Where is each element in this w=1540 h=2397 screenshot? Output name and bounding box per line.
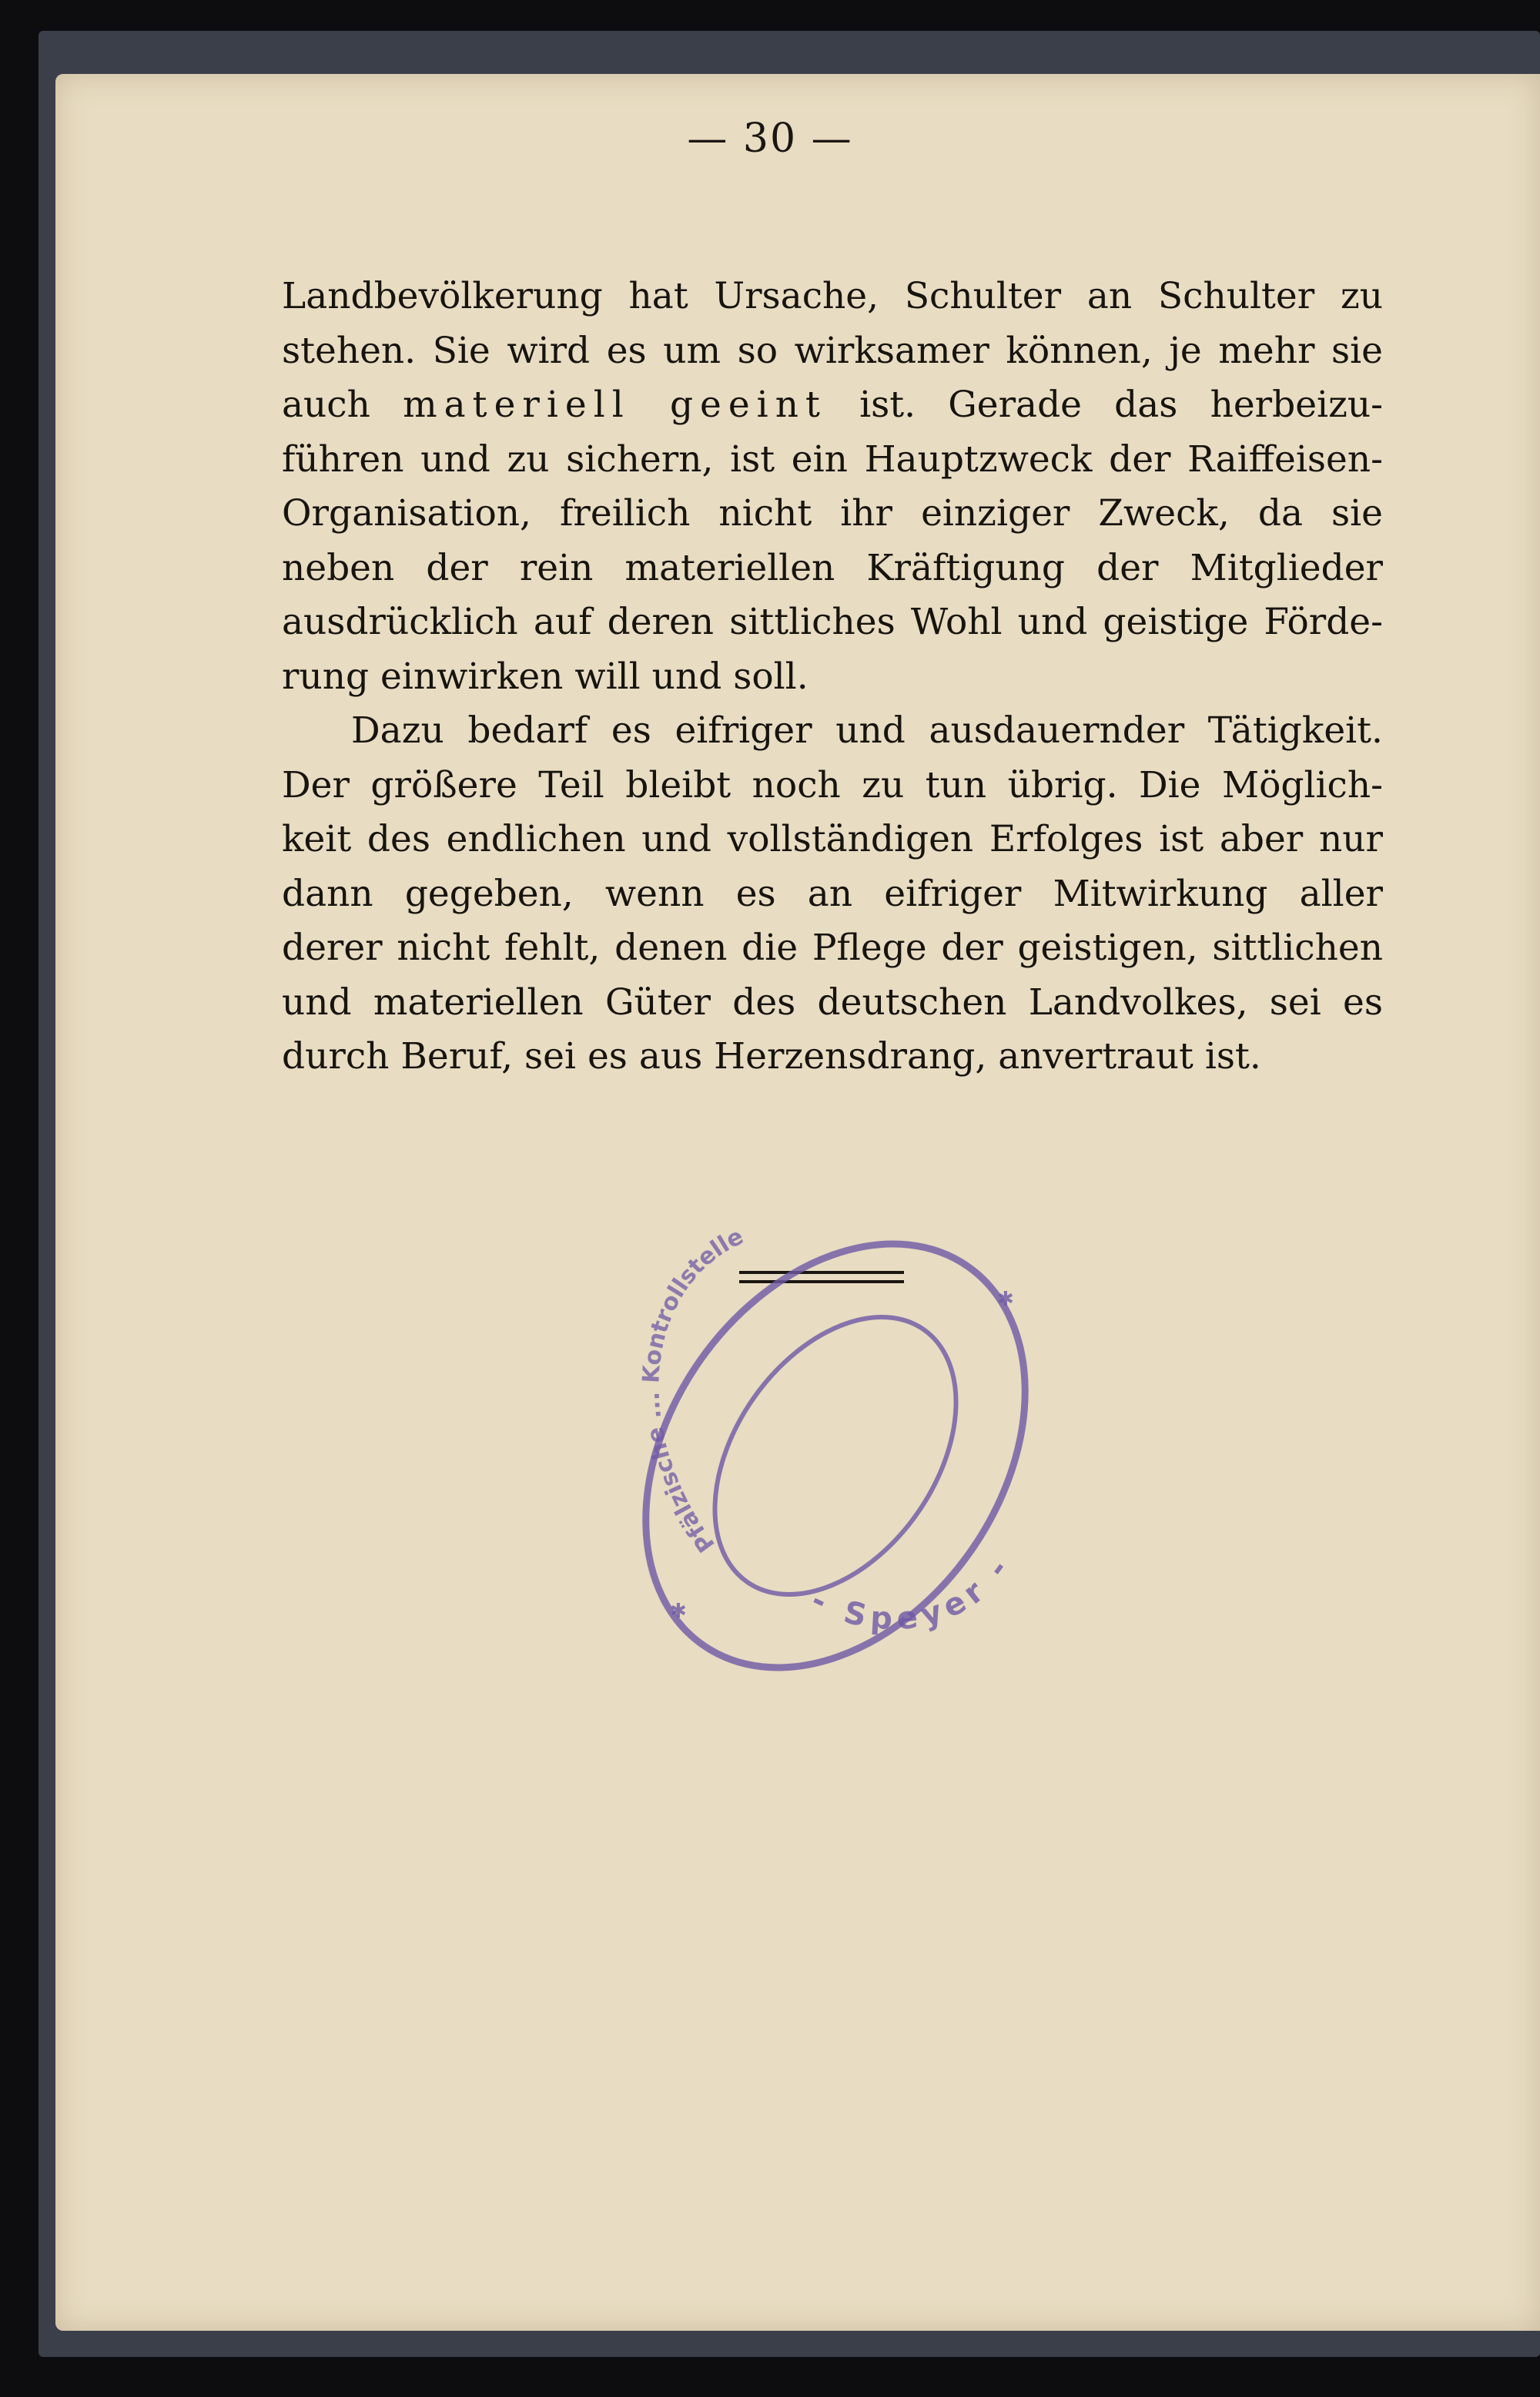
text-line: durch Beruf, sei es aus Herzensdrang, anvertraut ist. <box>282 1035 1261 1078</box>
text-line: stehen. Sie wird es um so wirksamer können, je mehr sie <box>282 329 1383 372</box>
text-line: rung einwirken will und soll. <box>282 655 808 698</box>
stamp-location-textpath: - Speyer - <box>805 1547 1020 1638</box>
paragraph-start-line: Dazu bedarf es eifriger und ausdauernder Tätigkeit. <box>351 709 1383 752</box>
stamp-star-icon: ✱ <box>997 1288 1014 1311</box>
text-line: neben der rein materiellen Kräftigung der Mitglieder <box>282 546 1383 589</box>
stamp-inner-text <box>638 1225 748 1557</box>
stamp-star-icon: ✱ <box>670 1600 687 1623</box>
text-line: Organisation, freilich nicht ihr einziger Zweck, da sie <box>282 492 1383 535</box>
text-line-mixed <box>282 378 1383 433</box>
text-segment: auch <box>282 384 370 426</box>
stamp-location-text <box>805 1548 1019 1638</box>
text-line: Der größere Teil bleibt noch zu tun übrig. Die Möglich- <box>282 763 1383 806</box>
text-segment: ist. Gerade das herbeizu- <box>859 384 1383 426</box>
text-line: und materiellen Güter des deutschen Landvolkes, sei es <box>282 981 1383 1024</box>
text-line: ausdrücklich auf deren sittliches Wohl und geistige Förde- <box>282 601 1383 643</box>
page-number: — 30 — <box>687 116 853 162</box>
library-stamp <box>616 1225 1063 1679</box>
emphasized-text: materiell geeint <box>403 384 827 426</box>
text-line: führen und zu sichern, ist ein Hauptzweck der Raiffeisen- <box>282 437 1383 481</box>
text-line: Landbevölkerung hat Ursache, Schulter an Schulter zu <box>282 275 1383 317</box>
stamp-inner-textpath: Pfälzische ... Kontrollstelle <box>638 1225 748 1557</box>
text-line: derer nicht fehlt, denen die Pflege der geistigen, sittlichen <box>282 927 1383 969</box>
text-line: dann gegeben, wenn es an eifriger Mitwirkung aller <box>282 872 1383 915</box>
body-text <box>282 270 1383 1085</box>
text-line: keit des endlichen und vollständigen Erfolges ist aber nur <box>282 818 1383 860</box>
